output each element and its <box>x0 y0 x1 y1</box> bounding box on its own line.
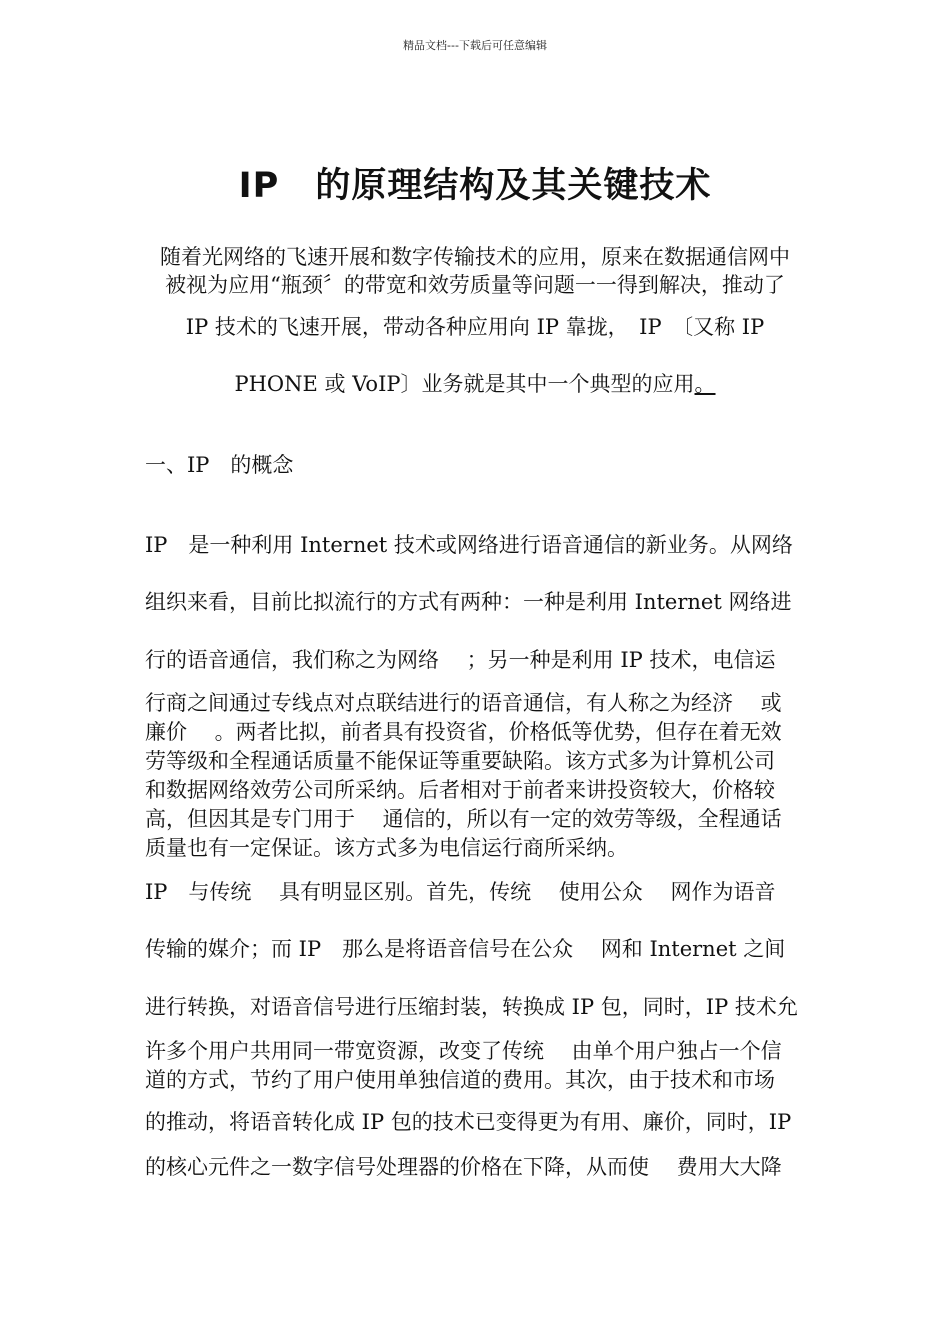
body-line: 高，但因其是专门用于 通信的，所以有一定的效劳等级，全程通话 <box>145 807 782 831</box>
intro-line-last <box>0 370 950 398</box>
intro-line: 随着光网络的飞速开展和数字传输技术的应用，原来在数据通信网中 <box>160 245 790 269</box>
body-line: 质量也有一定保证。该方式多为电信运行商所采纳。 <box>145 836 628 860</box>
body-line: 组织来看，目前比拟流行的方式有两种：一种是利用 Internet 网络进 <box>145 590 792 614</box>
intro-line-text: PHONE 或 VoIP〕业务就是其中一个典型的应用 <box>234 372 695 396</box>
body-line: 传输的媒介；而 IP 那么是将语音信号在公众 网和 Internet 之间 <box>145 937 786 961</box>
body-line: 进行转换，对语音信号进行压缩封装，转换成 IP 包，同时，IP 技术允 <box>145 995 798 1019</box>
body-line: 廉价 。两者比拟，前者具有投资省，价格低等优势，但存在着无效 <box>145 720 782 744</box>
intro-line-tail: 。 <box>694 372 716 396</box>
body-line: 道的方式，节约了用户使用单独信道的费用。其次，由于技术和市场 <box>145 1068 775 1092</box>
body-line: 劳等级和全程通话质量不能保证等重要缺陷。该方式多为计算机公司 <box>145 749 775 773</box>
body-line: 的核心元件之一数字信号处理器的价格在下降，从而使 费用大大降 <box>145 1155 782 1179</box>
body-line: IP 与传统 具有明显区别。首先，传统 使用公众 网作为语音 <box>145 880 776 904</box>
document-title: IP 的原理结构及其关键技术 <box>238 166 712 206</box>
body-line: IP 是一种利用 Internet 技术或网络进行语音通信的新业务。从网络 <box>145 533 793 557</box>
page-header: 精品文档---下载后可任意编辑 <box>403 39 547 52</box>
body-line: 行商之间通过专线点对点联结进行的语音通信，有人称之为经济 或 <box>145 691 782 715</box>
body-line: 的推动，将语音转化成 IP 包的技术已变得更为有用、廉价，同时，IP <box>145 1110 792 1134</box>
intro-line: IP 技术的飞速开展，带动各种应用向 IP 靠拢， IP 〔又称 IP <box>185 315 765 339</box>
section-heading: 一、IP 的概念 <box>145 453 294 477</box>
intro-line: 被视为应用“瓶颈〞的带宽和效劳质量等问题一一得到解决，推动了 <box>165 273 785 297</box>
body-line: 许多个用户共用同一带宽资源，改变了传统 由单个用户独占一个信 <box>145 1039 782 1063</box>
body-line: 和数据网络效劳公司所采纳。后者相对于前者来讲投资较大，价格较 <box>145 778 775 802</box>
body-line: 行的语音通信，我们称之为网络 ；另一种是利用 IP 技术，电信运 <box>145 648 776 672</box>
